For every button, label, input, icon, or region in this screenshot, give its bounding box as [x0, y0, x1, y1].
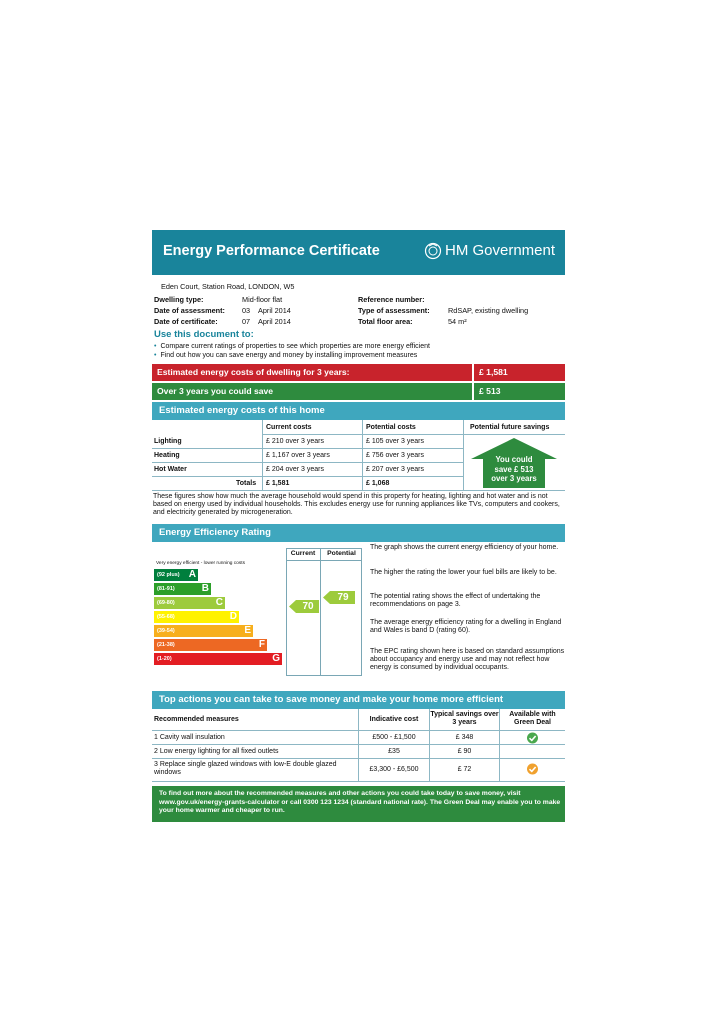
row-label-heating: Heating: [154, 452, 180, 459]
lighting-current: £ 210 over 3 years: [266, 438, 324, 445]
rating-paragraph: The graph shows the current energy efficiency of your home.: [370, 544, 559, 551]
floor-area-label: Total floor area:: [358, 317, 413, 326]
property-address: Eden Court, Station Road, LONDON, W5: [161, 282, 295, 291]
action-measure: 3 Replace single glazed windows with low-E double glazed windows: [154, 761, 337, 777]
heating-potential: £ 756 over 3 years: [366, 452, 424, 459]
footer-note: To find out more about the recommended measures and other actions you could take today to save money, visit www.gov.uk/energy-grants-calculator or call 0300 123 1234 (standard national rate). The Green Deal may enable you to make your home warmer and cheaper to run.: [152, 786, 565, 822]
rating-column-divider: [286, 560, 362, 561]
actions-header-measures: Recommended measures: [154, 716, 239, 723]
row-label-lighting: Lighting: [154, 438, 182, 445]
rating-paragraph: The EPC rating shown here is based on standard assumptions about occupancy and energy use and may not reflect how energy is consumed by individual occupants.: [370, 648, 565, 672]
action-cost: £3,300 - £6,500: [369, 766, 419, 773]
action-measure: 1 Cavity wall insulation: [154, 734, 225, 741]
date-certificate-label: Date of certificate:: [154, 317, 218, 326]
rating-column-divider: [320, 548, 321, 676]
actions-header-green-deal: Available with Green Deal: [509, 711, 556, 726]
floor-area-value: 54 m²: [448, 317, 467, 326]
rating-paragraph: The higher the rating the lower your fuel bills are likely to be.: [370, 569, 557, 576]
estimated-costs-value: £ 1,581: [474, 364, 565, 381]
rating-paragraph: The average energy efficiency rating for a dwelling in England and Wales is band D (rating 60).: [370, 619, 562, 635]
reference-label: Reference number:: [358, 295, 425, 304]
row-label-hot-water: Hot Water: [154, 466, 187, 473]
use-bullet: • Find out how you can save energy and money by installing improvement measures: [154, 352, 418, 359]
band-b: (81-91) B: [154, 583, 211, 595]
green-deal-check-icon: [526, 732, 539, 744]
rating-col-potential: Potential: [327, 550, 356, 557]
band-f: (21-38) F: [154, 639, 267, 651]
col-header-current: Current costs: [266, 424, 312, 431]
hm-government-label: HM Government: [445, 242, 556, 259]
totals-current: £ 1,581: [266, 480, 290, 487]
band-g: (1-20) G: [154, 653, 282, 665]
date-certificate-month: April 2014: [258, 317, 291, 326]
date-assessment-day: 03: [242, 306, 251, 315]
actions-header-savings: Typical savings over 3 years: [430, 711, 499, 726]
rating-col-current: Current: [290, 550, 316, 557]
current-rating-value: 70: [302, 601, 314, 612]
date-assessment-label: Date of assessment:: [154, 306, 225, 315]
date-assessment-month: April 2014: [258, 306, 291, 315]
certificate-header: [152, 230, 565, 275]
use-document-title: Use this document to:: [154, 329, 254, 340]
costs-note: These figures show how much the average household would spend in this property for heating, lighting and hot water and is not based on energy used by individual households. This excludes energy use for running appliances like TVs, computers and cookers, and electricity generated by microgeneration.: [153, 493, 560, 517]
action-cost: £35: [388, 748, 400, 755]
band-e: (39-54) E: [154, 625, 253, 637]
heating-current: £ 1,167 over 3 years: [266, 452, 330, 459]
lighting-potential: £ 105 over 3 years: [366, 438, 424, 445]
savings-arrow-text: You could save £ 513 over 3 years: [491, 455, 537, 483]
col-header-potential: Potential costs: [366, 424, 416, 431]
potential-rating-value: 79: [337, 592, 349, 603]
totals-label: Totals: [236, 480, 257, 487]
top-actions-section-header: Top actions you can take to save money and make your home more efficient: [152, 691, 565, 709]
date-certificate-day: 07: [242, 317, 251, 326]
hot-water-current: £ 204 over 3 years: [266, 466, 324, 473]
estimated-costs-section-header: Estimated energy costs of this home: [152, 402, 565, 420]
action-savings: £ 90: [457, 748, 472, 755]
dwelling-type-value: Mid-floor flat: [242, 295, 283, 304]
dwelling-type-label: Dwelling type:: [154, 295, 204, 304]
royal-crest-icon: [424, 242, 442, 260]
assessment-type-value: RdSAP, existing dwelling: [448, 306, 529, 315]
band-a: (92 plus) A: [154, 569, 198, 581]
totals-potential: £ 1,068: [366, 480, 390, 487]
action-measure: 2 Low energy lighting for all fixed outlets: [154, 748, 279, 755]
use-bullet: • Compare current ratings of properties to see which properties are more energy efficient: [154, 343, 430, 350]
table-divider: [362, 420, 363, 491]
estimated-costs-bar: Estimated energy costs of dwelling for 3 years:: [152, 364, 472, 381]
table-divider: [262, 420, 263, 491]
could-save-value: £ 513: [474, 383, 565, 400]
very-efficient-caption: Very energy efficient - lower running costs: [156, 561, 245, 566]
certificate-title: Energy Performance Certificate: [163, 243, 380, 259]
table-divider: [152, 781, 565, 782]
action-savings: £ 72: [457, 766, 472, 773]
table-divider: [152, 490, 565, 491]
epc-document: [152, 230, 565, 822]
action-savings: £ 348: [455, 734, 474, 741]
band-d: (55-68) D: [154, 611, 239, 623]
table-divider: [463, 420, 464, 491]
hot-water-potential: £ 207 over 3 years: [366, 466, 424, 473]
energy-rating-section-header: Energy Efficiency Rating: [152, 524, 565, 542]
band-c: (69-80) C: [154, 597, 225, 609]
could-save-bar: Over 3 years you could save: [152, 383, 472, 400]
actions-header-cost: Indicative cost: [369, 716, 419, 723]
assessment-type-label: Type of assessment:: [358, 306, 430, 315]
green-deal-check-orange-icon: [526, 763, 539, 775]
col-header-savings: Potential future savings: [470, 424, 550, 431]
action-cost: £500 - £1,500: [372, 734, 416, 741]
rating-paragraph: The potential rating shows the effect of undertaking the recommendations on page 3.: [370, 593, 541, 609]
